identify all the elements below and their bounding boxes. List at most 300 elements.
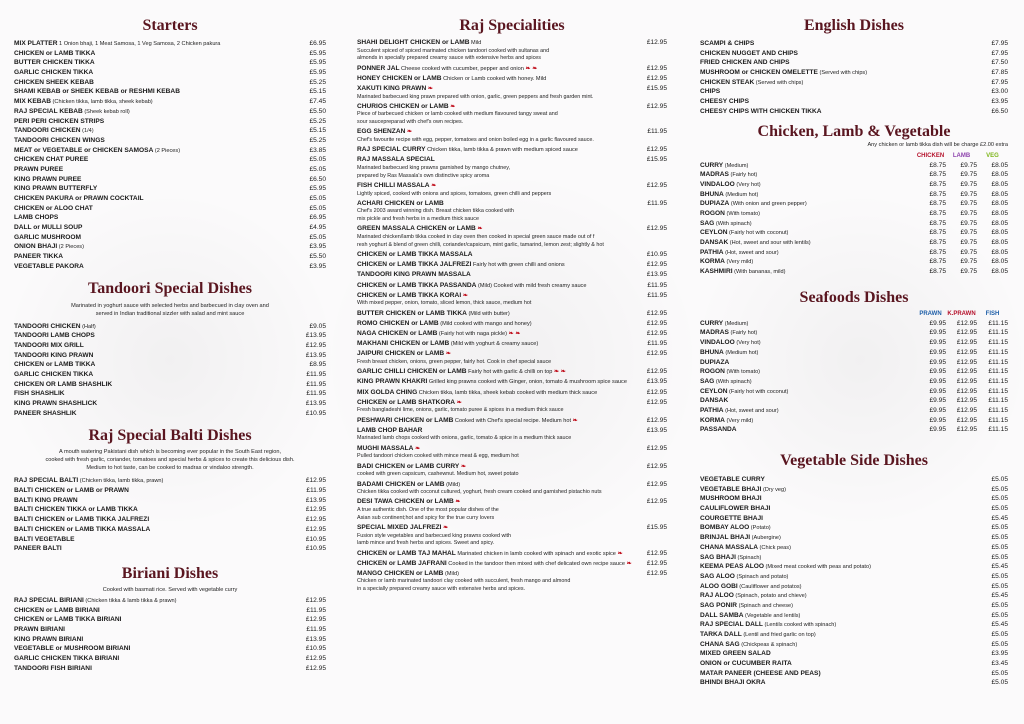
item-name — [14, 525, 304, 535]
item-price: £12.95 — [646, 330, 667, 337]
item-price: £5.05 — [991, 534, 1008, 542]
item-name-text: RAJ ALOO — [700, 592, 734, 600]
item-desc: (Mild cooked with mango and honey) — [438, 320, 532, 327]
item-price: £9.75 — [960, 200, 977, 208]
item-name-text: VINDALOO — [700, 339, 735, 347]
menu-item — [14, 78, 326, 88]
menu-item — [700, 58, 1008, 68]
header-spacer — [700, 309, 915, 319]
chilli-icon: ❧ — [523, 65, 531, 72]
item-name-text: SAG PONIR — [700, 601, 738, 609]
item-price: £13.95 — [305, 496, 326, 504]
menu-item — [700, 228, 1008, 238]
menu-item — [14, 204, 326, 214]
item-name-text: BRINJAL BHAJI — [700, 534, 751, 542]
item-name-text: DUPIAZA — [700, 200, 730, 208]
item-name — [700, 68, 986, 78]
item-name — [700, 601, 986, 611]
item-price: £5.50 — [309, 253, 326, 261]
item-name-text: TANDOORI KING PRAWN MASSALA — [357, 271, 471, 279]
item-name-text: GARLIC CHICKEN TIKKA BIRIANI — [14, 655, 120, 662]
item-name-text: CHICKEN or ALOO CHAT — [14, 204, 93, 212]
item-description-line: Succulent spiced of spiced marinated chicken tandoori cooked with sultanas and — [357, 47, 550, 54]
item-price: £10.95 — [305, 545, 326, 553]
item-name — [700, 58, 986, 68]
item-price: £12.95 — [646, 416, 667, 424]
item-price: £5.95 — [309, 59, 326, 67]
item-name — [700, 630, 986, 640]
item-price: £9.75 — [960, 190, 977, 198]
item-desc: (Mild) — [444, 481, 461, 488]
item-price: £5.45 — [991, 514, 1008, 522]
item-description-line: Marinated barbecued king prawn prepared with onion, garlic, green peppers and fresh garden mint. — [357, 93, 594, 100]
chilli-icon: ❧ — [429, 183, 437, 189]
item-desc: (Mixed meat cooked with peas and potato) — [764, 564, 871, 571]
item-name-text: CHICKEN or LAMB TAJ MAHAL — [357, 549, 456, 557]
item-name — [14, 126, 304, 136]
item-name-text: KING PRAWN BUTTERFLY — [14, 185, 98, 193]
menu-item — [14, 486, 326, 496]
menu-item — [14, 322, 326, 332]
item-name-text: CURRY — [700, 161, 724, 169]
item-name — [357, 463, 645, 472]
menu-item — [14, 664, 326, 674]
item-price: £8.05 — [991, 219, 1008, 227]
item-description-line: Fusion style vegetables and barbecued king prawns cooked with — [357, 532, 512, 539]
menu-item — [14, 68, 326, 78]
menu-item — [357, 251, 667, 260]
menu-item — [14, 596, 326, 606]
column-header: LAMB — [952, 152, 971, 159]
item-name — [14, 380, 304, 390]
item-price: £12.95 — [646, 74, 667, 82]
item-name-text: MANGO CHICKEN or LAMB — [357, 569, 444, 577]
item-name — [700, 485, 986, 495]
item-price: £12.95 — [956, 358, 977, 366]
item-price: £11.95 — [647, 340, 667, 348]
menu-item — [14, 331, 326, 341]
item-description-line: Chicken tikka cooked with coconut cultured, yoghurt, fresh cream cooked and garnished pistachio nuts — [357, 489, 602, 496]
item-price: £9.95 — [929, 397, 946, 405]
item-desc: (Fairly hot with coconut) — [727, 230, 789, 237]
item-name — [357, 378, 645, 387]
menu-item — [14, 223, 326, 233]
menu-item — [700, 630, 1008, 640]
item-name — [700, 257, 915, 267]
menu-item — [700, 39, 1008, 49]
item-name — [14, 606, 304, 616]
item-name — [700, 219, 915, 229]
item-price: £13.95 — [305, 635, 326, 643]
item-desc: (With onion and green pepper) — [729, 201, 807, 208]
item-desc: (Chicken tikka, lamb tikka, prawn) — [78, 478, 164, 485]
item-price: £8.05 — [991, 258, 1008, 266]
item-price: £5.25 — [309, 117, 326, 125]
item-desc: (Served with chips) — [754, 79, 804, 86]
menu-item — [14, 360, 326, 370]
item-description-line: Chef's favourite recipe with egg, pepper, tomatoes and onion boiled egg in a garlic flavoured sauce. — [357, 136, 594, 143]
item-name-text: SAG — [700, 377, 715, 385]
item-name-text: CHICKEN or LAMB TIKKA JALFREZI — [357, 261, 472, 269]
item-name-text: FISH SHASHLIK — [14, 390, 65, 398]
item-name — [700, 377, 915, 387]
item-desc: (Lentil and fried garlic on top) — [741, 632, 816, 638]
item-price: £12.95 — [646, 388, 667, 396]
item-price: £5.25 — [309, 136, 326, 144]
item-price: £12.95 — [646, 498, 667, 506]
item-name-text: RAJ SPECIAL KEBAB — [14, 107, 83, 115]
item-name-text: CHICKEN or LAMB TIKKA MASSALA — [357, 251, 473, 258]
item-price: £5.05 — [309, 165, 326, 173]
menu-item — [357, 368, 667, 377]
item-price: £11.15 — [988, 358, 1008, 366]
item-price: £5.45 — [991, 621, 1008, 629]
item-desc: (Served with chips) — [817, 70, 868, 77]
item-price: £12.95 — [956, 319, 977, 327]
item-name-text: MIX PLATTER — [14, 40, 58, 47]
item-price: £12.95 — [956, 368, 977, 376]
menu-item — [357, 524, 667, 533]
center-column — [357, 0, 667, 595]
item-price: £3.95 — [991, 650, 1008, 658]
item-name — [357, 271, 645, 280]
item-price: £8.75 — [929, 200, 946, 208]
item-name-text: VEGETABLE CURRY — [700, 476, 765, 483]
menu-item — [700, 209, 1008, 219]
item-desc: Chicken or Lamb cooked with honey. Mild — [441, 75, 547, 82]
clv-list — [700, 161, 1008, 277]
item-name-text: MAKHANI CHICKEN or LAMB — [357, 340, 450, 348]
item-name-text: TANDOORI MIX GRILL — [14, 341, 84, 349]
item-name-text: ONION or CUCUMBER RAITA — [700, 660, 792, 668]
item-price: £12.95 — [646, 549, 667, 557]
item-price: £5.05 — [991, 582, 1008, 590]
menu-item — [700, 659, 1008, 669]
item-price: £12.95 — [646, 102, 667, 110]
item-name-text: RAJ SPECIAL DALL — [700, 621, 763, 629]
item-name — [700, 209, 915, 219]
menu-item — [357, 481, 667, 490]
menu-item — [357, 560, 667, 569]
chilli-icon: ❧ — [405, 129, 413, 136]
item-desc: (Chicken tikka, lamb tikka, sheek kebab) — [51, 99, 153, 106]
item-name-text: KING PRAWN BIRIANI — [14, 635, 84, 643]
item-price: £5.05 — [991, 572, 1008, 580]
specialities-list — [357, 39, 667, 595]
item-name — [357, 225, 645, 234]
chilli-icon: ❧ — [426, 85, 433, 92]
menu-item — [357, 225, 667, 234]
item-name-text: CEYLON — [700, 387, 728, 395]
item-description-line: With mixed pepper, onion, tomato, sliced lemon, thick sauce, medium hot — [357, 300, 532, 307]
item-name — [700, 475, 986, 485]
menu-item — [14, 136, 326, 146]
item-price: £11.95 — [647, 128, 667, 136]
menu-item — [357, 498, 667, 507]
item-price: £12.95 — [956, 406, 977, 414]
item-description-line: Chef's 2003 award winning dish. Breast chicken tikka cooked with — [357, 208, 514, 215]
menu-item — [14, 515, 326, 525]
item-price: £12.95 — [305, 616, 326, 624]
item-name-text: ROGON — [700, 368, 725, 376]
item-price: £5.05 — [991, 495, 1008, 503]
menu-item — [357, 445, 667, 454]
menu-item — [700, 319, 1008, 329]
menu-item — [357, 340, 667, 349]
item-name-text: CHICKEN or LAMB BIRIANI — [14, 606, 100, 614]
item-price: £7.95 — [991, 78, 1008, 86]
menu-item — [700, 523, 1008, 533]
item-name-text: BADAMI CHICKEN or LAMB — [357, 480, 445, 488]
item-name — [700, 582, 986, 592]
item-name — [357, 524, 645, 533]
item-name — [700, 533, 986, 543]
menu-item — [357, 310, 667, 319]
item-price: £13.95 — [646, 378, 667, 386]
menu-item — [700, 328, 1008, 338]
item-name — [700, 416, 915, 426]
item-desc: (Half) — [80, 323, 96, 330]
item-price: £11.15 — [988, 397, 1008, 405]
item-price: £9.75 — [960, 171, 977, 179]
item-desc: (Mild) Cooked with mild fresh creamy sauce — [476, 282, 587, 289]
item-price: £12.95 — [305, 655, 326, 662]
item-name-text: CHICKEN CHAT PUREE — [14, 156, 89, 164]
biriani-list — [14, 596, 326, 674]
menu-item — [700, 601, 1008, 611]
item-price: £12.95 — [646, 350, 667, 358]
chilli-icon: ❧ — [413, 445, 421, 452]
item-name-text: SCAMPI & CHIPS — [700, 40, 755, 47]
item-price: £10.95 — [305, 409, 326, 417]
item-desc: Mild — [469, 40, 482, 46]
item-name-text: FRIED CHICKEN AND CHIPS — [700, 59, 790, 67]
item-price: £5.05 — [309, 204, 326, 212]
item-price: £3.85 — [309, 146, 326, 154]
menu-item — [14, 107, 326, 117]
item-price: £6.95 — [309, 40, 326, 47]
tandoori-title: Tandoori Special Dishes — [88, 279, 252, 297]
chilli-icon: ❧ — [552, 369, 560, 376]
item-name — [14, 496, 304, 506]
menu-item — [14, 233, 326, 243]
item-price: £5.05 — [991, 631, 1008, 638]
item-name-text: CHURIOS CHICKEN or LAMB — [357, 102, 449, 110]
column-header: CHICKEN — [916, 152, 945, 159]
item-name-text: ROMO CHICKEN or LAMB — [357, 319, 439, 327]
menu-item — [357, 146, 667, 155]
item-price: £8.75 — [929, 248, 946, 256]
item-desc: Fairly hot with green chilli and onions — [471, 262, 565, 269]
item-price: £5.15 — [309, 88, 326, 96]
menu-item — [700, 199, 1008, 209]
item-name-text: SAG ALOO — [700, 572, 735, 580]
item-name — [700, 494, 986, 504]
item-price: £5.15 — [309, 127, 326, 135]
item-name — [14, 155, 304, 165]
item-price: £11.15 — [988, 319, 1008, 327]
item-name — [14, 78, 304, 88]
item-price: £9.95 — [929, 426, 946, 434]
menu-item — [700, 582, 1008, 592]
item-price: £11.95 — [306, 606, 326, 614]
item-desc: (Spinach) — [735, 554, 762, 561]
item-price: £9.95 — [929, 339, 946, 347]
menu-item — [14, 615, 326, 625]
item-name-text: BALTI CHICKEN or LAMB TIKKA MASSALA — [14, 525, 151, 533]
menu-item — [700, 78, 1008, 88]
menu-item — [14, 165, 326, 175]
item-price: £8.75 — [929, 239, 946, 246]
item-price: £12.95 — [305, 341, 326, 349]
seafood-header — [700, 309, 1008, 319]
item-name-text: SHAHI DELIGHT CHICKEN or LAMB — [357, 39, 470, 46]
menu-item — [700, 485, 1008, 495]
item-name — [357, 39, 645, 48]
menu-item — [14, 58, 326, 68]
chilli-icon: ❧ — [441, 524, 449, 531]
column-header: K.PRAWN — [947, 310, 976, 317]
item-name — [700, 39, 986, 49]
menu-item — [14, 625, 326, 635]
item-name — [700, 238, 915, 248]
item-price: £12.95 — [646, 398, 667, 406]
item-desc: (With bananas, mild) — [732, 269, 786, 276]
chilli-icon: ❧ — [615, 550, 623, 557]
item-name — [700, 640, 986, 650]
item-name-text: CHICKEN PAKURA or PRAWN COCKTAIL — [14, 195, 144, 202]
item-name — [700, 611, 986, 621]
item-price: £11.15 — [988, 329, 1008, 337]
item-desc: (Hot, sweet and sour) — [723, 249, 779, 256]
item-name — [357, 340, 645, 349]
item-price: £5.05 — [991, 524, 1008, 532]
biriani-title: Biriani Dishes — [121, 564, 219, 582]
chilli-icon: ❧ — [624, 560, 632, 567]
menu-item — [14, 505, 326, 515]
item-name-text: KASHMIRI — [700, 268, 733, 276]
item-desc: (Chicken tikka & lamb tikka & prawn) — [83, 597, 177, 604]
item-name-text: CAULIFLOWER BHAJI — [700, 505, 771, 513]
item-price: £8.05 — [991, 200, 1008, 208]
item-desc: (Hot, sweet and sour with lentils) — [728, 240, 811, 246]
menu-item — [14, 644, 326, 654]
item-name-text: MIXED GREEN SALAD — [700, 650, 771, 658]
item-price: £5.05 — [991, 611, 1008, 619]
item-price: £11.95 — [306, 390, 326, 398]
item-name — [357, 399, 645, 408]
item-name-text: TANDOORI FISH BIRIANI — [14, 664, 92, 672]
item-desc: Grilled king prawns cooked with Ginger, onion, tomato & mushroom spice sauce — [427, 379, 627, 386]
item-name — [357, 498, 645, 507]
item-name — [14, 117, 304, 127]
item-name — [357, 560, 645, 569]
menu-item — [700, 504, 1008, 514]
item-price: £11.95 — [306, 370, 326, 378]
item-name — [14, 664, 304, 674]
menu-item — [700, 640, 1008, 650]
item-name — [14, 409, 304, 419]
item-price: £12.95 — [646, 261, 667, 269]
english-list — [700, 39, 1008, 117]
item-desc: (Chick peas) — [758, 544, 791, 551]
item-name — [14, 68, 304, 78]
item-name-text: GARLIC CHICKEN TIKKA — [14, 69, 94, 77]
item-name-text: MUSHROOM BHAJI — [700, 495, 762, 503]
item-name — [14, 322, 304, 332]
item-name-text: ALOO GOBI — [700, 582, 738, 590]
item-name — [700, 523, 986, 533]
item-name — [700, 659, 986, 669]
item-name — [700, 248, 915, 258]
item-name-text: CHICKEN or LAMB TIKKA — [14, 361, 96, 369]
menu-item — [700, 562, 1008, 572]
item-price: £9.95 — [929, 329, 946, 337]
seafood-list — [700, 319, 1008, 435]
item-name-text: PERI PERI CHICKEN STRIPS — [14, 117, 105, 125]
item-name-text: GARLIC CHILLI CHICKEN or LAMB — [357, 368, 467, 376]
chilli-icon: ❧ — [513, 331, 521, 337]
item-name-text: RAJ SPECIAL CURRY — [357, 146, 426, 154]
item-name-text: CHICKEN or LAMB TIKKA KORAI — [357, 291, 462, 299]
item-desc: (With spinach) — [714, 378, 752, 385]
menu-item — [700, 161, 1008, 171]
item-price: £8.75 — [929, 219, 946, 227]
item-name-text: PATHIA — [700, 248, 724, 256]
item-name — [700, 649, 986, 659]
item-description-line: Marinated chicken/lamb tikka cooked in clay oven then cooked in special green sauce made out of f — [357, 234, 595, 241]
menu-item — [700, 87, 1008, 97]
item-name — [14, 175, 304, 185]
item-price: £9.75 — [960, 258, 977, 266]
item-name-text: PANEER BALTI — [14, 545, 62, 553]
menu-item — [700, 49, 1008, 59]
item-price: £5.05 — [991, 669, 1008, 677]
menu-item — [700, 649, 1008, 659]
menu-item — [357, 85, 667, 94]
item-name-text: BALTI CHICKEN TIKKA or LAMB TIKKA — [14, 506, 138, 514]
item-desc: (Vegetable and lentils) — [743, 612, 801, 619]
item-price: £5.25 — [309, 78, 326, 86]
menu-item — [700, 425, 1008, 435]
tandoori-desc-line2: served in Indian traditional sizzler with salad and mint sauce — [95, 310, 245, 317]
item-price: £10.95 — [305, 535, 326, 543]
item-name-text: MIX GOLDA CHING — [357, 388, 418, 396]
balti-desc-line3: Medium to hot taste, can be cooked to madras or vindaloo strength. — [86, 465, 254, 472]
menu-item — [14, 535, 326, 545]
item-price: £9.95 — [929, 319, 946, 327]
item-name — [14, 351, 304, 361]
item-price: £11.95 — [647, 291, 667, 299]
menu-item — [700, 257, 1008, 267]
item-price: £8.05 — [991, 161, 1008, 169]
menu-item — [700, 611, 1008, 621]
item-name-text: XAKUTI KING PRAWN — [357, 84, 427, 92]
seafood-title: Seafoods Dishes — [799, 288, 909, 306]
menu-item — [357, 350, 667, 359]
item-price: £13.95 — [305, 332, 326, 340]
menu-item — [700, 475, 1008, 485]
item-price: £12.95 — [646, 225, 667, 233]
item-name — [14, 399, 304, 409]
item-name-text: DANSAK — [700, 397, 729, 405]
menu-item — [14, 370, 326, 380]
item-name-text: CURRY — [700, 319, 724, 327]
item-price: £6.50 — [991, 107, 1008, 115]
item-name — [357, 261, 645, 270]
item-name-text: MADRAS — [700, 171, 729, 179]
item-name — [357, 445, 645, 454]
